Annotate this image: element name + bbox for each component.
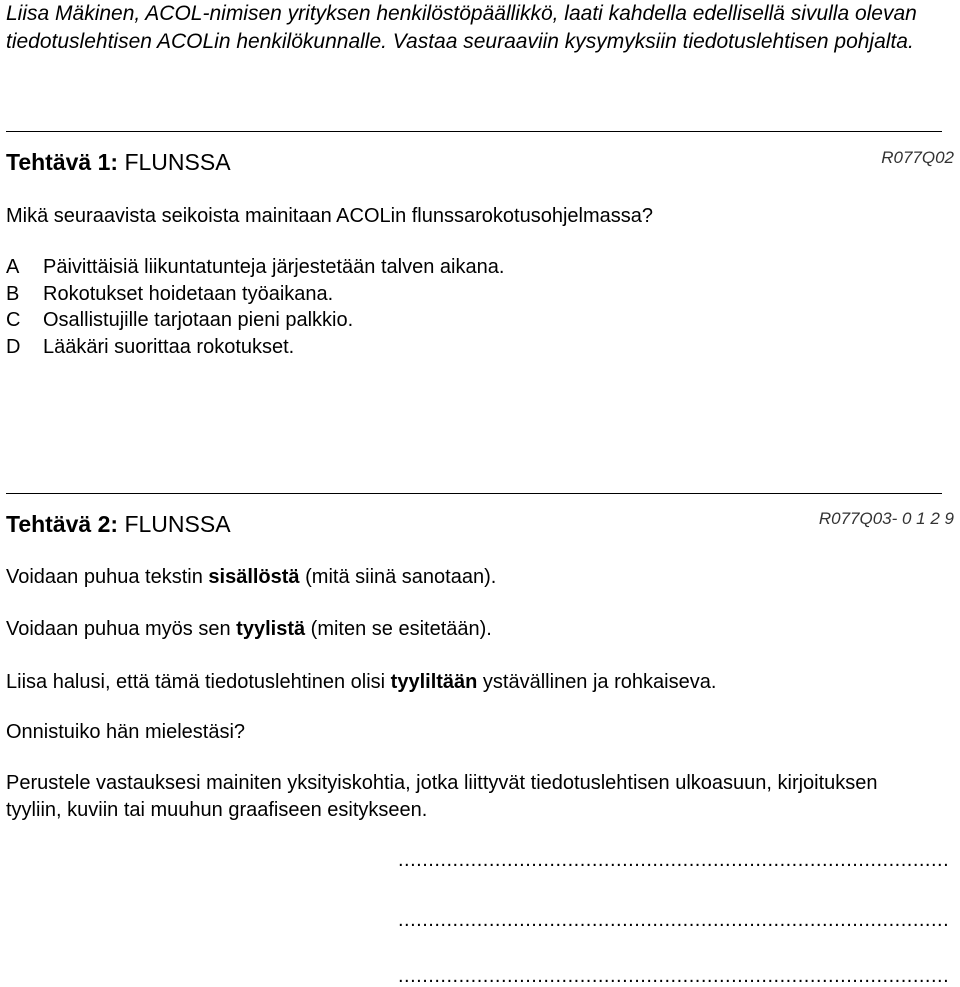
task-2-title	[6, 510, 231, 538]
option-b[interactable]	[6, 281, 504, 308]
text-span: ystävällinen ja rohkaiseva.	[477, 671, 717, 693]
content-paragraph	[6, 564, 936, 591]
task-2-code: R077Q03- 0 1 2 9	[818, 509, 954, 528]
task-2-title-number: Tehtävä 2:	[6, 511, 119, 537]
style-paragraph	[6, 616, 936, 643]
emphasis: sisällöstä	[208, 566, 300, 588]
emphasis: tyylistä	[236, 618, 306, 640]
task-2-title-topic: FLUNSSA	[118, 511, 231, 537]
answer-line[interactable]: ...........................................................................................	[398, 965, 950, 987]
option-text: Osallistujille tarjotaan pieni palkkio.	[43, 309, 354, 331]
option-text: Lääkäri suorittaa rokotukset.	[43, 335, 295, 358]
option-text: Päivittäisiä liikuntatunteja järjestetään talven aikana.	[43, 256, 505, 278]
option-a[interactable]	[6, 254, 504, 281]
option-d[interactable]	[6, 334, 504, 361]
intro-text: Liisa Mäkinen, ACOL-nimisen yrityksen henkilöstöpäällikkö, laati kahdella edellisellä sivulla olevan tiedotuslehtisen ACOLin henkilökunnalle. Vastaa seuraaviin kysymyksiin tiedotuslehtisen pohjalta.	[6, 2, 917, 53]
option-c[interactable]	[6, 307, 504, 334]
task-2-question: Onnistuiko hän mielestäsi?	[6, 721, 246, 743]
option-letter: D	[6, 335, 21, 358]
text-span: (miten se esitetään).	[305, 618, 492, 640]
answer-line[interactable]: ...........................................................................................	[398, 849, 950, 871]
goal-paragraph	[6, 669, 936, 696]
option-letter: C	[6, 309, 21, 331]
option-letter: B	[6, 282, 20, 305]
task-2-instruction: Perustele vastauksesi mainiten yksityiskohtia, jotka liittyvät tiedotuslehtisen ulkoasuun, kirjoituksen tyyliin, kuviin tai muuhun graafiseen esitykseen.	[6, 772, 878, 821]
option-text: Rokotukset hoidetaan työaikana.	[43, 282, 334, 305]
task-1-question: Mikä seuraavista seikoista mainitaan ACOLin flunssarokotusohjelmassa?	[6, 205, 653, 227]
section-divider	[6, 493, 942, 494]
text-span: Liisa halusi, että tämä tiedotuslehtinen olisi	[6, 671, 391, 693]
option-letter: A	[6, 256, 20, 278]
answer-line[interactable]: ...........................................................................................	[398, 909, 950, 931]
section-divider	[6, 131, 942, 132]
text-span: Voidaan puhua myös sen	[6, 618, 237, 640]
text-span: (mitä siinä sanotaan).	[299, 566, 497, 588]
task-1-options	[6, 254, 504, 360]
task-1-title	[6, 148, 231, 176]
task-1-code: R077Q02	[881, 148, 954, 167]
text-span: Voidaan puhua tekstin	[6, 566, 209, 588]
emphasis: tyyliltään	[390, 671, 478, 693]
task-1-title-topic: FLUNSSA	[118, 149, 231, 175]
task-1-title-number: Tehtävä 1:	[6, 149, 119, 175]
